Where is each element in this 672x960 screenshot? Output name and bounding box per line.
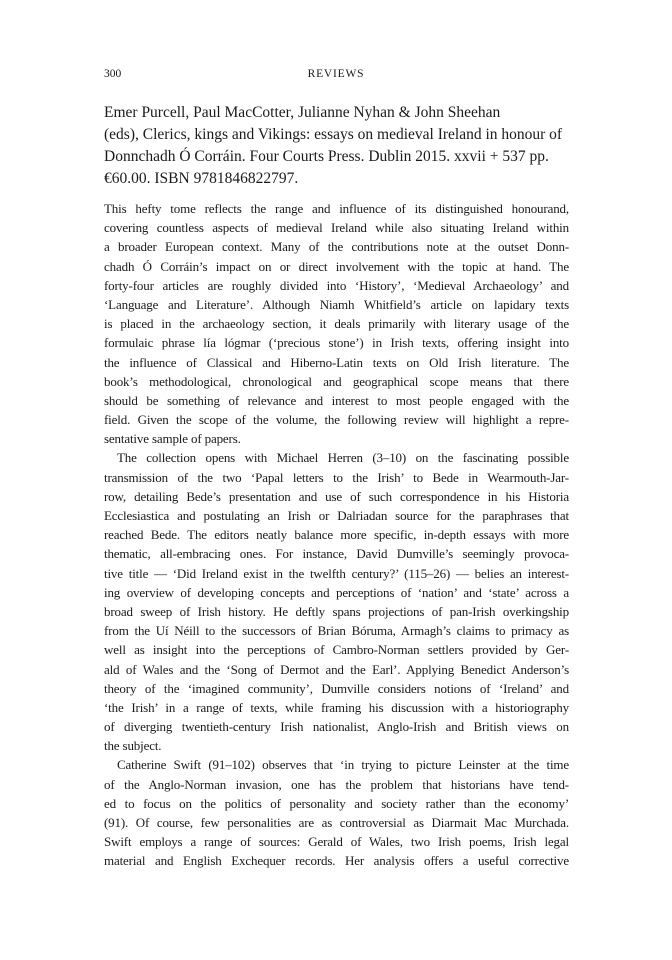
body-line: sentative sample of papers. <box>104 431 241 447</box>
citation-line: Donnchadh Ó Corráin. Four Courts Press. Dublin 2015. xxvii + 537 pp. <box>104 148 549 165</box>
page-number: 300 <box>104 68 122 80</box>
running-head-title: REVIEWS <box>307 68 365 80</box>
citation-line: Emer Purcell, Paul MacCotter, Julianne Nyhan & John Sheehan <box>104 104 501 121</box>
body-line: tive title — ‘Did Ireland exist in the twelfth century?’ (115–26) — belies an interest- <box>104 565 569 581</box>
body-line: Ecclesiastica and postulating an Irish or Dalriadan source for the paraphrases that <box>104 508 569 523</box>
body-line: ing overview of developing concepts and perceptions of ‘nation’ and ‘state’ across a <box>104 584 569 600</box>
body-line: chadh Ó Corráin’s impact on or direct involvement with the topic at hand. The <box>104 258 569 274</box>
citation-line: (eds), Clerics, kings and Vikings: essays on medieval Ireland in honour of <box>104 126 563 143</box>
body-line: Catherine Swift (91–102) observes that ‘in trying to picture Leinster at the time <box>117 757 569 773</box>
body-line: of the Anglo-Norman invasion, one has the problem that historians have tend- <box>104 776 569 792</box>
body-line: book’s methodological, chronological and geographical scope means that there <box>104 373 569 389</box>
body-line: row, detailing Bede’s presentation and use of such correspondence in his Historia <box>104 488 569 504</box>
body-line: field. Given the scope of the volume, the following review will highlight a repre- <box>104 412 569 428</box>
body-line: formulaic phrase lía lógmar (‘precious stone’) in Irish texts, offering insight into <box>104 335 569 351</box>
body-line: broad sweep of Irish history. He deftly spans projections of pan-Irish overkingship <box>104 603 569 619</box>
citation-line: €60.00. ISBN 9781846822797. <box>104 170 299 187</box>
body-line: should be something of relevance and interest to most people engaged with the <box>104 392 569 408</box>
body-line: the subject. <box>104 738 162 754</box>
body-line: The collection opens with Michael Herren (3–10) on the fascinating possible <box>117 450 569 466</box>
running-head <box>104 68 568 84</box>
body-line: ed to focus on the politics of personality and society rather than the economy’ <box>104 795 569 811</box>
body-line: reached Bede. The editors neatly balance more specific, in-depth essays with more <box>104 527 569 543</box>
body-line: transmission of the two ‘Papal letters to the Irish’ to Bede in Wearmouth-Jar- <box>104 469 569 485</box>
review-body <box>104 199 569 871</box>
body-line: from the Uí Néill to the successors of Brian Bóruma, Armagh’s claims to primacy as <box>104 623 569 639</box>
body-line: theory of the ‘imagined community’, Dumville considers notions of ‘Ireland’ and <box>104 680 569 696</box>
body-line: covering countless aspects of medieval Ireland while also situating Ireland within <box>104 220 569 236</box>
body-line: (91). Of course, few personalities are as controversial as Diarmait Mac Murchada. <box>104 815 569 830</box>
body-line: ‘the Irish’ in a range of texts, while framing his discussion with a historiography <box>104 699 569 715</box>
body-line: Swift employs a range of sources: Gerald of Wales, two Irish poems, Irish legal <box>104 834 569 850</box>
review-citation <box>104 102 572 190</box>
body-line: is placed in the archaeology section, it deals primarily with literary usage of the <box>104 316 569 332</box>
body-line: ‘Language and Literature’. Although Niamh Whitfield’s article on lapidary texts <box>104 296 569 312</box>
body-line: of diverging twentieth-century Irish nationalist, Anglo-Irish and British views on <box>104 719 569 735</box>
body-line: a broader European context. Many of the contributions note at the outset Donn- <box>104 239 569 255</box>
body-line: well as insight into the perceptions of Cambro-Norman settlers provided by Ger- <box>104 642 569 658</box>
body-line: material and English Exchequer records. Her analysis offers a useful corrective <box>104 853 569 869</box>
body-line: This hefty tome reflects the range and influence of its distinguished honourand, <box>104 201 569 216</box>
body-line: thematic, all-embracing ones. For instance, David Dumville’s seemingly provoca- <box>104 546 569 562</box>
body-line: the influence of Classical and Hiberno-Latin texts on Old Irish literature. The <box>104 354 569 370</box>
body-line: ald of Wales and the ‘Song of Dermot and the Earl’. Applying Benedict Anderson’s <box>104 661 569 677</box>
body-line: forty-four articles are roughly divided into ‘History’, ‘Medieval Archaeology’ and <box>104 277 569 293</box>
